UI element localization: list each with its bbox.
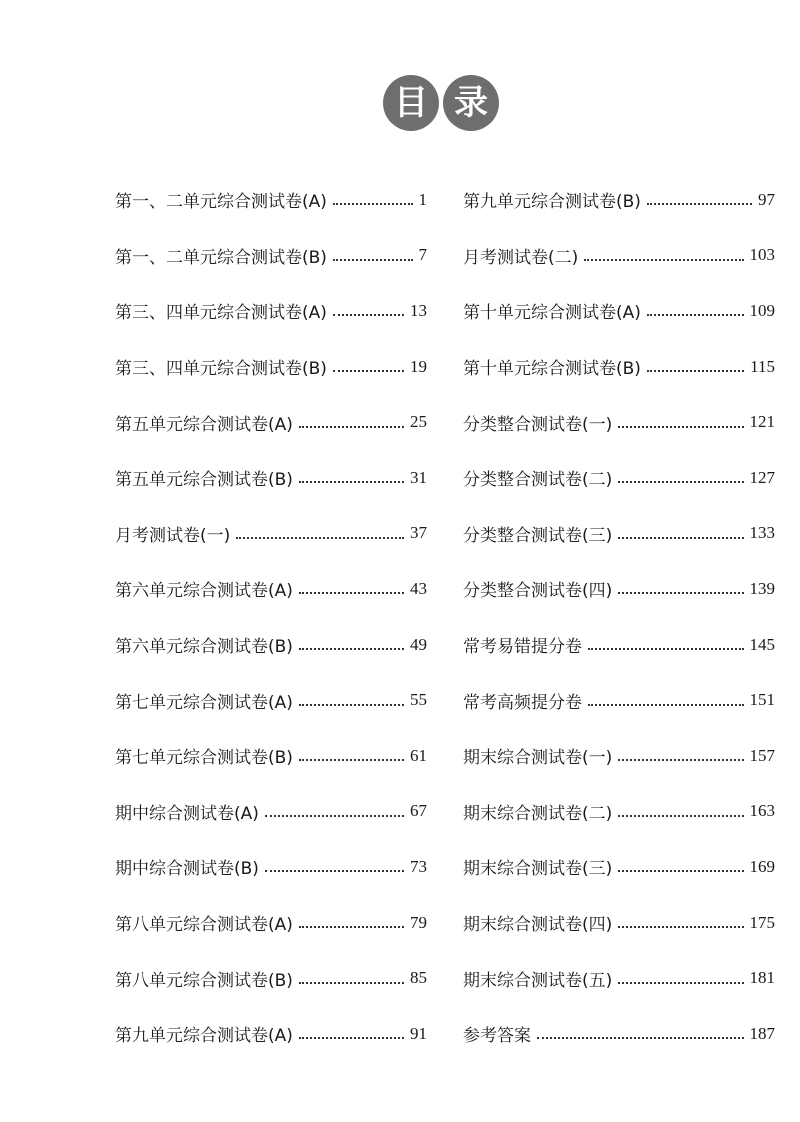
- title-char-1: 目: [383, 75, 439, 131]
- dot-leader: [299, 1020, 404, 1039]
- toc-entry-title: 期末综合测试卷(二): [463, 803, 613, 824]
- toc-entry-title: 常考易错提分卷: [463, 637, 582, 658]
- toc-entry-page-number: 139: [749, 578, 775, 598]
- toc-entry-title: 第八单元综合测试卷(A): [115, 915, 293, 936]
- dot-leader: [618, 742, 743, 761]
- toc-column-left: [115, 172, 427, 1062]
- toc-entry-page-number: 109: [749, 300, 775, 320]
- toc-entry-title: 第九单元综合测试卷(A): [115, 1026, 293, 1047]
- toc-entry[interactable]: [115, 950, 427, 1006]
- dot-leader: [299, 631, 404, 650]
- dot-leader: [618, 409, 743, 428]
- toc-entry[interactable]: [115, 617, 427, 673]
- toc-entry-title: 第三、四单元综合测试卷(A): [115, 303, 327, 324]
- toc-entry-page-number: 85: [410, 968, 427, 988]
- toc-entry-page-number: 67: [410, 801, 427, 821]
- toc-entry[interactable]: [115, 561, 427, 617]
- toc-entry[interactable]: [463, 1006, 775, 1062]
- toc-entry[interactable]: [115, 1006, 427, 1062]
- toc-entry-page-number: 97: [758, 189, 775, 209]
- toc-entry[interactable]: [463, 450, 775, 506]
- toc-entry[interactable]: [115, 172, 427, 228]
- dot-leader: [588, 687, 744, 706]
- dot-leader: [618, 965, 743, 984]
- toc-entry-page-number: 31: [410, 467, 427, 487]
- dot-leader: [537, 1020, 744, 1039]
- toc-entry-page-number: 37: [410, 523, 427, 543]
- toc-entry-title: 第一、二单元综合测试卷(B): [115, 247, 327, 268]
- title-char-2: 录: [443, 75, 499, 131]
- toc-entry-page-number: 181: [749, 968, 775, 988]
- toc-entry-page-number: 25: [410, 412, 427, 432]
- toc-entry[interactable]: [463, 339, 775, 395]
- dot-leader: [333, 242, 413, 261]
- toc-entry[interactable]: [115, 228, 427, 284]
- dot-leader: [647, 186, 752, 205]
- toc-entry-page-number: 79: [410, 912, 427, 932]
- toc-entry[interactable]: [463, 672, 775, 728]
- toc-entry[interactable]: [463, 784, 775, 840]
- toc-entry[interactable]: [463, 728, 775, 784]
- toc-entry-title: 常考高频提分卷: [463, 692, 582, 713]
- dot-leader: [618, 853, 743, 872]
- toc-entry-title: 分类整合测试卷(一): [463, 414, 613, 435]
- dot-leader: [333, 186, 413, 205]
- toc-entry-title: 第五单元综合测试卷(B): [115, 470, 293, 491]
- toc-entry[interactable]: [463, 950, 775, 1006]
- toc-entry-page-number: 175: [749, 912, 775, 932]
- toc-entry-page-number: 19: [410, 356, 427, 376]
- dot-leader: [265, 798, 404, 817]
- toc-entry[interactable]: [115, 672, 427, 728]
- toc-entry-title: 第七单元综合测试卷(A): [115, 692, 293, 713]
- toc-entry[interactable]: [463, 394, 775, 450]
- toc-entry-page-number: 145: [749, 634, 775, 654]
- dot-leader: [584, 242, 743, 261]
- toc-entry-title: 期中综合测试卷(A): [115, 803, 259, 824]
- toc-entry-page-number: 49: [410, 634, 427, 654]
- toc-entry-page-number: 55: [410, 690, 427, 710]
- toc-entry[interactable]: [463, 561, 775, 617]
- toc-entry[interactable]: [115, 339, 427, 395]
- toc-entry-page-number: 127: [749, 467, 775, 487]
- dot-leader: [265, 853, 404, 872]
- dot-leader: [299, 575, 404, 594]
- toc-entry[interactable]: [463, 228, 775, 284]
- toc-entry-title: 期末综合测试卷(一): [463, 748, 613, 769]
- toc-entry[interactable]: [463, 617, 775, 673]
- toc-entry-page-number: 91: [410, 1023, 427, 1043]
- toc-entry-page-number: 163: [749, 801, 775, 821]
- toc-entry-title: 第一、二单元综合测试卷(A): [115, 192, 327, 213]
- toc-entry-title: 第三、四单元综合测试卷(B): [115, 359, 327, 380]
- dot-leader: [618, 520, 743, 539]
- toc-entry-page-number: 151: [749, 690, 775, 710]
- toc-entry-title: 期末综合测试卷(五): [463, 970, 613, 991]
- dot-leader: [618, 464, 743, 483]
- toc-entry-title: 第九单元综合测试卷(B): [463, 192, 641, 213]
- dot-leader: [299, 464, 404, 483]
- toc-entry-page-number: 61: [410, 745, 427, 765]
- toc-entry[interactable]: [115, 283, 427, 339]
- toc-entry-title: 第十单元综合测试卷(B): [463, 359, 641, 380]
- toc-entry-title: 期末综合测试卷(四): [463, 915, 613, 936]
- dot-leader: [618, 798, 743, 817]
- dot-leader: [647, 297, 744, 316]
- toc-entry[interactable]: [463, 283, 775, 339]
- dot-leader: [299, 909, 404, 928]
- toc-entry-title: 第六单元综合测试卷(B): [115, 637, 293, 658]
- toc-entry[interactable]: [115, 784, 427, 840]
- toc-entry-page-number: 7: [418, 245, 427, 265]
- toc-entry[interactable]: [115, 895, 427, 951]
- toc-entry-title: 分类整合测试卷(二): [463, 470, 613, 491]
- dot-leader: [333, 353, 404, 372]
- toc-entry[interactable]: [115, 506, 427, 562]
- toc-entry-title: 分类整合测试卷(四): [463, 581, 613, 602]
- dot-leader: [299, 742, 404, 761]
- toc-entry-title: 参考答案: [463, 1026, 531, 1047]
- toc-entry[interactable]: [463, 839, 775, 895]
- toc-entry[interactable]: [115, 839, 427, 895]
- dot-leader: [333, 297, 404, 316]
- toc-entry-page-number: 169: [749, 856, 775, 876]
- dot-leader: [236, 520, 404, 539]
- toc-entry-title: 期末综合测试卷(三): [463, 859, 613, 880]
- toc-entry[interactable]: [115, 728, 427, 784]
- toc-entry-title: 第八单元综合测试卷(B): [115, 970, 293, 991]
- toc-entry-title: 第七单元综合测试卷(B): [115, 748, 293, 769]
- toc-entry-title: 第十单元综合测试卷(A): [463, 303, 641, 324]
- toc-entry-title: 第六单元综合测试卷(A): [115, 581, 293, 602]
- toc-entry[interactable]: [463, 506, 775, 562]
- toc-entry-page-number: 115: [750, 356, 775, 376]
- dot-leader: [588, 631, 744, 650]
- dot-leader: [618, 575, 743, 594]
- dot-leader: [618, 909, 743, 928]
- dot-leader: [299, 687, 404, 706]
- toc-column-right: [463, 172, 775, 1062]
- dot-leader: [647, 353, 744, 372]
- toc-entry-title: 期中综合测试卷(B): [115, 859, 259, 880]
- toc-entry[interactable]: [115, 394, 427, 450]
- toc-entry-title: 分类整合测试卷(三): [463, 525, 613, 546]
- toc-entry-page-number: 121: [749, 412, 775, 432]
- toc-entry-page-number: 73: [410, 856, 427, 876]
- toc-entry[interactable]: [115, 450, 427, 506]
- dot-leader: [299, 409, 404, 428]
- toc-entry-title: 月考测试卷(二): [463, 247, 579, 268]
- dot-leader: [299, 965, 404, 984]
- toc-entry[interactable]: [463, 895, 775, 951]
- toc-entry-page-number: 103: [749, 245, 775, 265]
- toc-entry-page-number: 13: [410, 300, 427, 320]
- toc-entry-page-number: 43: [410, 578, 427, 598]
- toc-entry[interactable]: [463, 172, 775, 228]
- toc-entry-title: 月考测试卷(一): [115, 525, 231, 546]
- toc-entry-page-number: 157: [749, 745, 775, 765]
- toc-entry-title: 第五单元综合测试卷(A): [115, 414, 293, 435]
- toc-entry-page-number: 133: [749, 523, 775, 543]
- toc-entry-page-number: 187: [749, 1023, 775, 1043]
- toc-entry-page-number: 1: [418, 189, 427, 209]
